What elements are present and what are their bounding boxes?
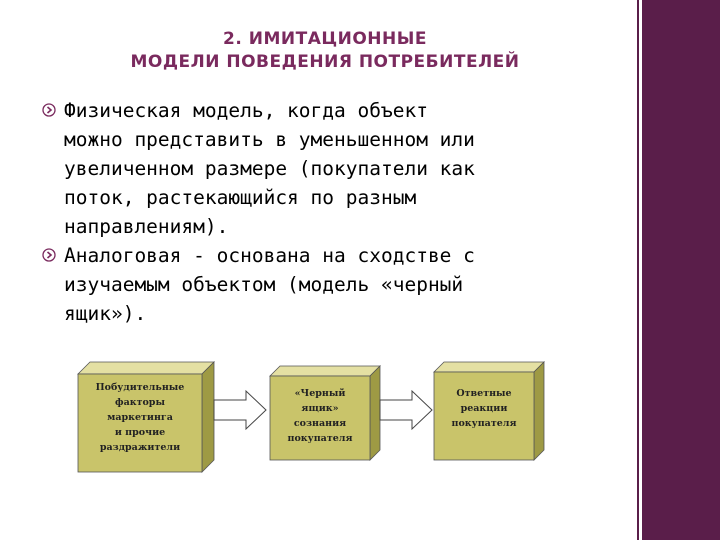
bullet-marker-icon — [42, 248, 56, 262]
bullet-text: Физическая модель, когда объект можно представить в уменьшенном или увеличенном размере (покупатели как поток, растекающийся по разным направлениям). — [64, 99, 475, 238]
box-line: и прочие — [114, 427, 166, 438]
box-line: «Черный — [294, 388, 346, 399]
box-line: маркетинга — [107, 412, 173, 423]
box-line: сознания — [293, 418, 347, 429]
bullet-item-analog — [42, 241, 632, 328]
box-label-stimuli — [82, 380, 198, 455]
box-line: реакции — [460, 403, 508, 414]
title-line-2: МОДЕЛИ ПОВЕДЕНИЯ ПОТРЕБИТЕЛЕЙ — [130, 52, 520, 72]
box-responses — [434, 362, 546, 462]
box-line: Побудительные — [95, 382, 185, 393]
arrow-right-icon — [378, 388, 434, 432]
bullet-list — [42, 96, 632, 328]
bullet-item-physical — [42, 96, 632, 241]
arrow-right-icon — [212, 388, 268, 432]
box-label-responses — [436, 386, 532, 431]
bullet-marker-icon — [42, 103, 56, 117]
box-line: факторы — [115, 397, 165, 408]
title-line-1: 2. ИМИТАЦИОННЫЕ — [223, 29, 427, 49]
accent-line — [637, 0, 639, 540]
box-line: раздражители — [99, 442, 181, 453]
box-label-black-box — [272, 386, 368, 446]
box-black-box — [270, 366, 382, 462]
box-line: покупателя — [451, 418, 517, 429]
box-line: ящик» — [301, 403, 339, 414]
box-line: Ответные — [456, 388, 512, 399]
box-stimuli — [78, 362, 216, 474]
bullet-text: Аналоговая - основана на сходстве с изучаемым объектом (модель «черный ящик»). — [64, 244, 475, 325]
box-line: покупателя — [287, 433, 353, 444]
slide-title — [90, 28, 560, 74]
accent-side-bar — [642, 0, 720, 540]
